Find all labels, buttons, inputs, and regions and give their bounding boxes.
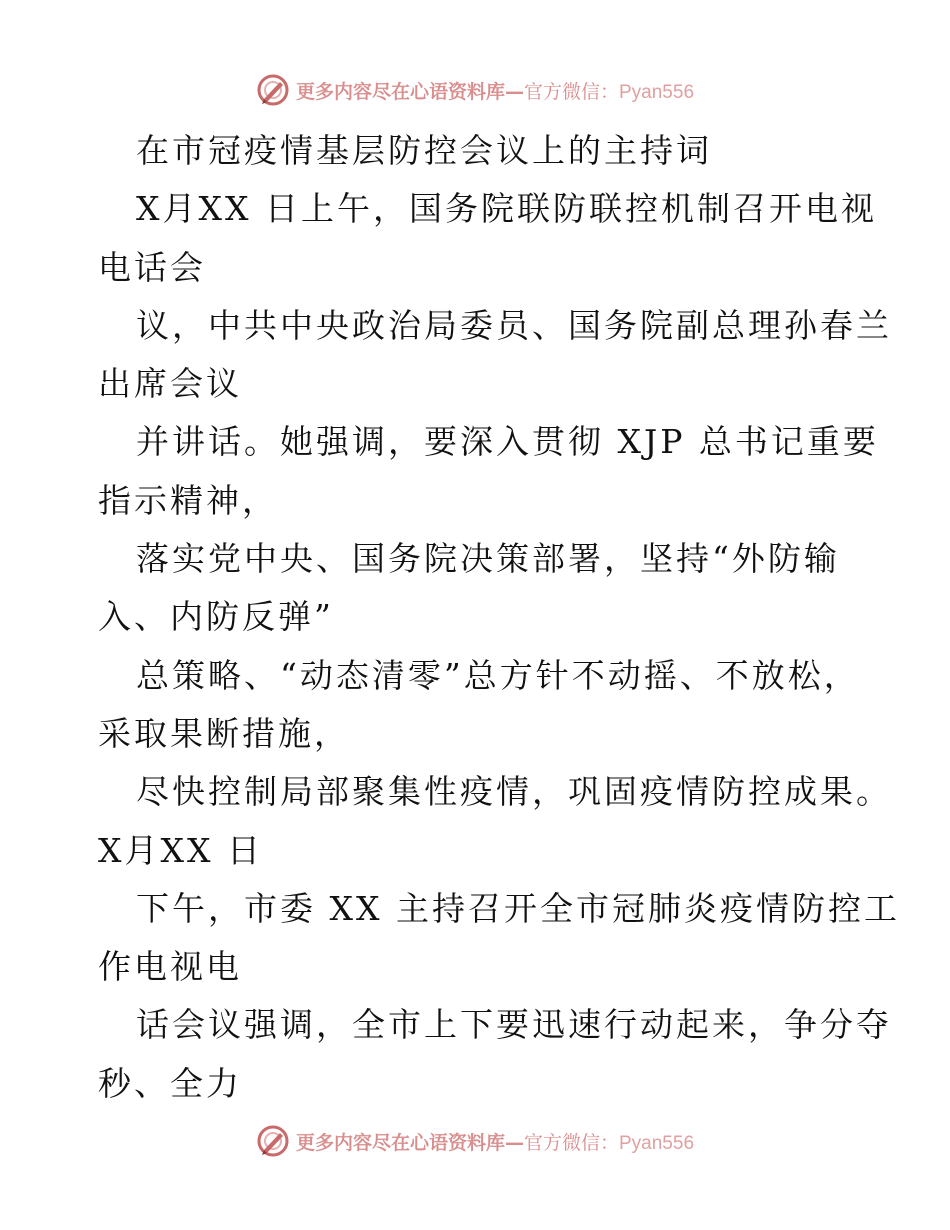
paragraph-line: 出席会议 bbox=[98, 364, 242, 404]
paragraph-line: 指示精神， bbox=[98, 480, 278, 520]
paragraph-line: 尽快控制局部聚集性疫情，巩固疫情防控成果。 bbox=[136, 772, 892, 812]
paragraph-line: 话会议强调，全市上下要迅速行动起来，争分夺 bbox=[136, 1005, 892, 1045]
paragraph-line: 并讲话。她强调，要深入贯彻 XJP 总书记重要 bbox=[136, 422, 879, 462]
watermark-separator: — bbox=[504, 80, 524, 103]
paragraph-line: 秒、全力 bbox=[98, 1063, 242, 1103]
watermark-text bbox=[296, 77, 694, 104]
paragraph-line: 入、内防反弹” bbox=[98, 597, 334, 637]
paragraph-line: 作电视电 bbox=[98, 947, 242, 987]
pen-logo-icon bbox=[256, 1124, 290, 1158]
watermark-site: 更多内容尽在心语资料库 bbox=[295, 80, 505, 103]
watermark-wechat-label: 官方微信： bbox=[523, 1131, 619, 1154]
document-title: 在市冠疫情基层防控会议上的主持词 bbox=[136, 131, 712, 170]
paragraph-line: 采取果断措施， bbox=[98, 713, 350, 753]
paragraph-line: 总策略、“动态清零”总方针不动摇、不放松， bbox=[136, 655, 860, 695]
header-watermark bbox=[0, 70, 950, 110]
pen-logo-icon bbox=[256, 73, 290, 107]
watermark-separator: — bbox=[504, 1131, 524, 1154]
paragraph-line: X月XX 日上午，国务院联防联控机制召开电视 bbox=[136, 189, 877, 229]
paragraph-line: 下午，市委 XX 主持召开全市冠肺炎疫情防控工 bbox=[136, 888, 900, 928]
paragraph-line: 议，中共中央政治局委员、国务院副总理孙春兰 bbox=[136, 305, 892, 345]
paragraph-line: 落实党中央、国务院决策部署，坚持“外防输 bbox=[136, 539, 840, 579]
paragraph-line: 电话会 bbox=[98, 247, 206, 287]
watermark-account: Pyan556 bbox=[619, 1132, 695, 1154]
paragraph-line: X月XX 日 bbox=[98, 830, 263, 870]
watermark-account: Pyan556 bbox=[619, 81, 695, 103]
watermark-wechat-label: 官方微信： bbox=[523, 80, 619, 103]
watermark-text bbox=[296, 1128, 694, 1155]
document-body bbox=[98, 122, 900, 1113]
watermark-site: 更多内容尽在心语资料库 bbox=[295, 1131, 505, 1154]
footer-watermark bbox=[0, 1121, 950, 1161]
